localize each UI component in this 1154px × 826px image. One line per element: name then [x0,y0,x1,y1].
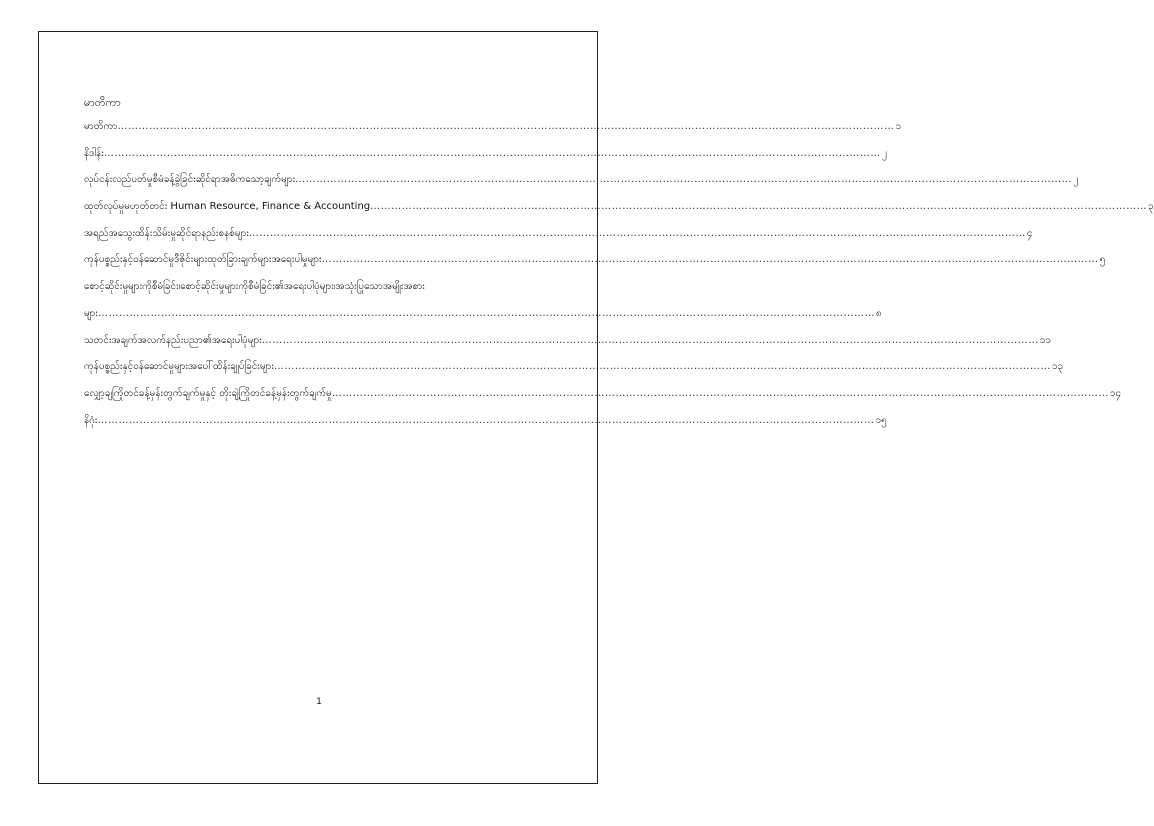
toc-entry-label: သတင်းအချက်အလက်နည်းပညာ၏အရေးပါပုံများ [84,334,262,346]
toc-entry-6[interactable] [84,253,1106,280]
toc-entry-page: ၅ [1099,254,1106,266]
toc-entry-page: ၂ [881,147,887,159]
leader-dots [117,120,894,134]
toc-entry-page: ၂ [1073,174,1079,186]
toc-entry-page: ၁ [895,121,902,132]
toc-entry-page: ၈ [875,307,882,319]
toc-entry-label: ကုန်ပစ္စည်းနှင့်ဝန်ဆောင်မှုဒီဇိုင်းများထုတ်ခြားချက်များအရေးပါမှုများ [84,254,322,266]
toc-entry-label: လျှော့ချကြိုတင်ခန့်မှန်းတွက်ချက်မှုနှင့် တိုးချဲ့ကြိုတင်ခန့်မှန်းတွက်ချက်မှု [84,387,332,399]
toc-entry-label: မာတိကာ [84,121,118,132]
toc-entry-label: လုပ်ငန်းလည်ပတ်မှုစီမံခန့်ခွဲခြင်းဆိုင်ရာအဓိကသော့ချက်များ [84,174,296,186]
toc-entry-9[interactable] [84,360,1064,387]
toc-entry-label: ကုန်ပစ္စည်းနှင့်ဝန်ဆောင်မှုများအပေါ်ထိန်းချုပ်ခြင်းများ [84,361,274,373]
toc-entry-2[interactable] [84,147,887,174]
leader-dots [322,253,1099,267]
toc-entry-page: ၁၄ [1109,387,1122,399]
toc-entry-page: ၁၁ [1039,334,1051,346]
toc-entry-page: ၁၃ [1051,361,1064,373]
toc-entry-4[interactable] [84,200,1154,227]
toc-entry-3[interactable] [84,173,1079,200]
leader-dots [104,147,881,161]
toc-entry-8[interactable] [84,334,1051,361]
leader-dots [332,387,1109,401]
toc-entry-1[interactable] [84,120,902,147]
toc-entry-7-line-2[interactable] [84,307,882,334]
toc-entry-label: ထုတ်လုပ်မှုမဟုတ်တင်း Human Resource, Finance & Accounting [84,201,371,213]
toc-entry-label: စောင့်ဆိုင်းမှုများကိုစီမံခြင်း၊စောင့်ဆိုင်းမှုများကိုစီမံခြင်း၏အရေးပါပုံများ၊အသုံးပြုသောအမျိုးအစား [84,281,425,293]
toc-entry-label: များ [84,307,98,319]
leader-dots [262,334,1039,348]
toc-entry-7-line-1[interactable] [84,280,550,307]
page-number: 1 [316,697,322,707]
leader-dots [370,200,1147,214]
toc-entry-page: ၁၅ [875,414,887,426]
toc-entry-page: ၃ [1148,201,1154,213]
leader-dots [274,360,1051,374]
toc-entry-11[interactable] [84,414,887,441]
toc-entry-label: အရည်အသွေးထိန်းသိမ်းမှုဆိုင်ရာနည်းစနစ်များ [84,227,249,239]
leader-dots [98,307,875,321]
leader-dots [295,173,1072,187]
toc-entry-label: နိဂုံး [84,414,98,426]
toc-entry-label: နိဒါန်း [84,147,104,159]
toc-entry-page: ၄ [1026,227,1033,239]
toc-entry-5[interactable] [84,227,1033,254]
toc-entry-10[interactable] [84,387,1122,414]
table-of-contents [84,120,1154,440]
toc-heading: မာတိကာ [84,96,121,109]
leader-dots [249,227,1026,241]
leader-dots [97,414,874,428]
